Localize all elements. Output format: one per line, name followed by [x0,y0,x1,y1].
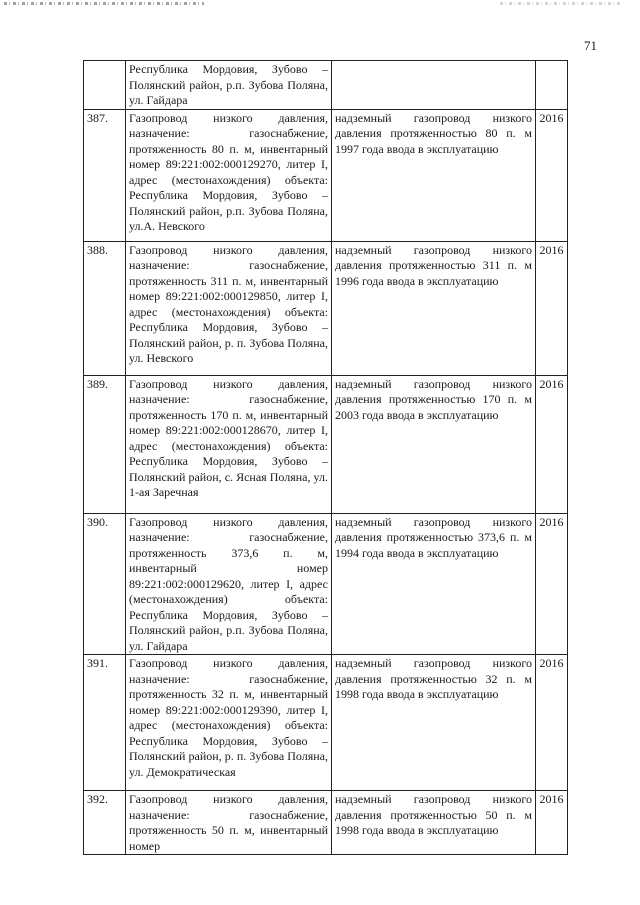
object-name-cell: Газопровод низкого давления, назначение: газоснабжение, протяженность 311 п. м, инвентарный номер 89:221:002:000129850, литер I, адрес (местонахождения) объекта: Республика Мордовия, Зубово – Полянский район, р. п. Зубова Поляна, ул. Невского [126,241,332,375]
row-number-cell: 387. [84,109,126,241]
object-name-cell: Газопровод низкого давления, назначение: газоснабжение, протяженность 80 п. м, инвентарный номер 89:221:002:000129270, литер I, адрес (местонахождения) объекта: Республика Мордовия, Зубово – Полянский район, р.п. Зубова Поляна, ул.А. Невского [126,109,332,241]
object-description-cell: надземный газопровод низкого давления протяженностью 311 п. м 1996 года ввода в эксплуатацию [332,241,536,375]
row-number-cell: 389. [84,375,126,513]
object-description-cell: надземный газопровод низкого давления протяженностью 170 п. м 2003 года ввода в эксплуатацию [332,375,536,513]
table-row [84,109,568,241]
row-number-cell: 390. [84,513,126,655]
year-cell: 2016 [536,375,568,513]
page-number: 71 [584,38,597,53]
year-cell: 2016 [536,513,568,655]
row-number-cell: 391. [84,655,126,791]
object-description-cell [332,61,536,110]
table-row [84,513,568,655]
object-name-cell: Газопровод низкого давления, назначение: газоснабжение, протяженность 32 п. м, инвентарный номер 89:221:002:000129390, литер I, адрес (местонахождения) объекта: Республика Мордовия, Зубово – Полянский район, р. п. Зубова Поляна, ул. Демократическая [126,655,332,791]
object-description-cell: надземный газопровод низкого давления протяженностью 32 п. м 1998 года ввода в эксплуатацию [332,655,536,791]
year-cell: 2016 [536,791,568,855]
year-cell [536,61,568,110]
object-description-cell: надземный газопровод низкого давления протяженностью 50 п. м 1998 года ввода в эксплуатацию [332,791,536,855]
table-row [84,791,568,855]
table-row [84,655,568,791]
table-row [84,241,568,375]
object-name-cell: Газопровод низкого давления, назначение: газоснабжение, протяженность 50 п. м, инвентарный номер [126,791,332,855]
row-number-cell [84,61,126,110]
year-cell: 2016 [536,655,568,791]
scan-artifact [500,2,620,5]
object-description-cell: надземный газопровод низкого давления протяженностью 373,6 п. м 1994 года ввода в эксплуатацию [332,513,536,655]
year-cell: 2016 [536,241,568,375]
scan-artifact [4,2,204,5]
object-description-cell: надземный газопровод низкого давления протяженностью 80 п. м 1997 года ввода в эксплуатацию [332,109,536,241]
year-cell: 2016 [536,109,568,241]
object-name-cell: Газопровод низкого давления, назначение: газоснабжение, протяженность 170 п. м, инвентарный номер 89:221:002:000128670, литер I, адрес (местонахождения) объекта: Республика Мордовия, Зубово – Полянский район, с. Ясная Поляна, ул. 1-ая Заречная [126,375,332,513]
table-row [84,375,568,513]
row-number-cell: 392. [84,791,126,855]
property-registry-table [83,60,568,855]
object-name-cell: Республика Мордовия, Зубово – Полянский район, р.п. Зубова Поляна, ул. Гайдара [126,61,332,110]
object-name-cell: Газопровод низкого давления, назначение: газоснабжение, протяженность 373,6 п. м, инвентарный номер 89:221:002:000129620, литер I, адрес (местонахождения) объекта: Республика Мордовия, Зубово – Полянский район, р.п. Зубова Поляна, ул. Гайдара [126,513,332,655]
row-number-cell: 388. [84,241,126,375]
table-row [84,61,568,110]
